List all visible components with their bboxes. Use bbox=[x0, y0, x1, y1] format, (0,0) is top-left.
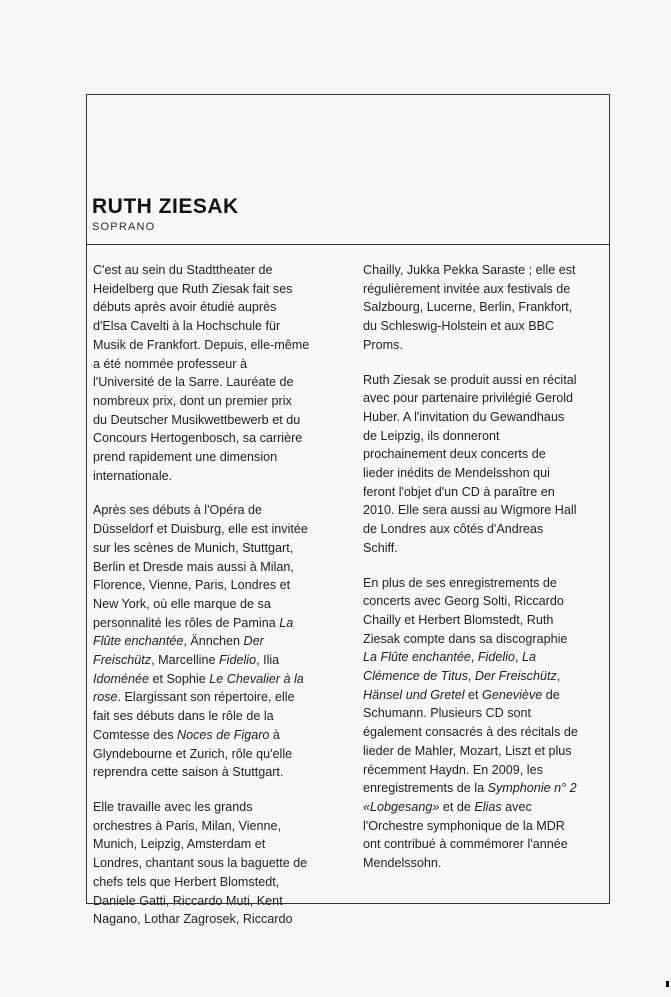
text-line bbox=[363, 686, 609, 705]
text-line bbox=[363, 817, 609, 836]
body-text: , bbox=[514, 650, 522, 665]
text-line bbox=[93, 854, 336, 873]
body-text: , bbox=[470, 650, 478, 665]
text-line bbox=[93, 520, 336, 539]
artist-name: RUTH ZIESAK bbox=[92, 195, 239, 218]
text-line bbox=[363, 835, 609, 854]
body-text: de bbox=[542, 687, 560, 702]
body-text: et Sophie bbox=[149, 671, 210, 686]
biography-paragraph bbox=[363, 574, 609, 873]
text-line bbox=[93, 745, 336, 764]
body-text: C'est au sein du Stadttheater de bbox=[93, 263, 273, 277]
text-line bbox=[93, 688, 336, 707]
biography-left-column bbox=[93, 261, 336, 945]
italic-title-text: Der Freischütz bbox=[474, 669, 557, 684]
text-line bbox=[93, 763, 336, 782]
text-line bbox=[363, 704, 609, 723]
body-text: l'Orchestre symphonique de la MDR bbox=[363, 818, 565, 833]
body-text: , bbox=[467, 669, 475, 684]
body-text: également consacrés à des récitals de bbox=[363, 725, 578, 740]
text-line bbox=[363, 261, 609, 280]
italic-title-text: Geneviève bbox=[482, 687, 543, 702]
body-text: Heidelberg que Ruth Ziesak fait ses bbox=[93, 281, 293, 296]
text-line bbox=[93, 392, 336, 411]
italic-title-text: Freischütz bbox=[93, 653, 152, 668]
text-line bbox=[363, 464, 609, 483]
text-line bbox=[363, 539, 609, 558]
text-line bbox=[93, 576, 336, 595]
italic-title-text: La Flûte enchantée bbox=[363, 650, 471, 665]
text-line bbox=[93, 632, 336, 651]
italic-title-text: Elias bbox=[474, 799, 502, 814]
body-text: avec bbox=[501, 799, 532, 814]
body-text: Ruth Ziesak se produit aussi en récital bbox=[363, 372, 577, 387]
biography-paragraph bbox=[363, 371, 609, 558]
body-text: à bbox=[269, 727, 280, 742]
body-text: concerts avec Georg Solti, Riccardo bbox=[363, 594, 564, 609]
text-line bbox=[363, 483, 609, 502]
page-edge-mark bbox=[666, 981, 669, 987]
body-text: orchestres à Paris, Milan, Vienne, bbox=[93, 818, 282, 833]
body-text: du Deutscher Musikwettbewerb et du bbox=[93, 412, 301, 427]
text-line bbox=[93, 501, 336, 520]
italic-title-text: Der bbox=[243, 634, 264, 649]
text-line bbox=[363, 854, 609, 873]
body-text: régulièrement invitée aux festivals de bbox=[363, 281, 571, 296]
body-text: nombreux prix, dont un premier prix bbox=[93, 393, 292, 408]
text-line bbox=[93, 355, 336, 374]
body-text: , Ilia bbox=[256, 653, 280, 668]
body-text: chefs tels que Herbert Blomstedt, bbox=[93, 874, 280, 889]
body-text: Nagano, Lothar Zagrosek, Riccardo bbox=[93, 912, 293, 927]
body-text: avec pour partenaire privilégié Gerold bbox=[363, 391, 574, 406]
italic-title-text: Flûte enchantée bbox=[93, 634, 184, 649]
text-line bbox=[363, 298, 609, 317]
text-line bbox=[93, 411, 336, 430]
text-line bbox=[363, 723, 609, 742]
text-line bbox=[93, 835, 336, 854]
text-line bbox=[93, 873, 336, 892]
body-text: 2010. Elle sera aussi au Wigmore Hall bbox=[363, 503, 577, 518]
body-text: lieder de Mahler, Mozart, Liszt et plus bbox=[363, 743, 572, 758]
body-text: Concours Hertogenbosch, sa carrière bbox=[93, 431, 303, 446]
text-line bbox=[93, 614, 336, 633]
text-line bbox=[93, 336, 336, 355]
text-line bbox=[363, 520, 609, 539]
text-line bbox=[363, 445, 609, 464]
body-text: Munich, Leipzig, Amsterdam et bbox=[93, 837, 266, 852]
text-line bbox=[93, 670, 336, 689]
text-line bbox=[93, 595, 336, 614]
text-line bbox=[363, 574, 609, 593]
body-text: ont contribué à commémorer l'année bbox=[363, 837, 568, 852]
body-text: , Ännchen bbox=[183, 634, 244, 649]
body-text: Berlin et Dresde mais aussi à Milan, bbox=[93, 559, 294, 574]
italic-title-text: «Lobgesang» bbox=[363, 799, 440, 814]
body-text: feront l'objet d'un CD à paraître en bbox=[363, 484, 555, 499]
text-line bbox=[93, 429, 336, 448]
body-text: En plus de ses enregistrements de bbox=[363, 575, 557, 590]
body-text: Huber. A l'invitation du Gewandhaus bbox=[363, 409, 565, 424]
text-line bbox=[93, 892, 336, 911]
body-text: enregistrements de la bbox=[363, 781, 488, 796]
text-line bbox=[363, 611, 609, 630]
text-line bbox=[93, 280, 336, 299]
text-line bbox=[93, 448, 336, 467]
body-text: et bbox=[464, 687, 483, 702]
body-text: Londres, chantant sous la baguette de bbox=[93, 856, 308, 871]
body-text: Florence, Vienne, Paris, Londres et bbox=[93, 578, 291, 593]
italic-title-text: Clémence de Titus bbox=[363, 669, 468, 684]
text-line bbox=[93, 910, 336, 929]
body-text: sur les scènes de Munich, Stuttgart, bbox=[93, 540, 294, 555]
text-line bbox=[363, 761, 609, 780]
body-text: Après ses débuts à l'Opéra de bbox=[93, 503, 263, 518]
body-text: Comtesse des bbox=[93, 727, 177, 742]
body-text: prochainement deux concerts de bbox=[363, 447, 546, 462]
body-text: , Marcelline bbox=[151, 653, 219, 668]
text-line bbox=[363, 742, 609, 761]
text-line bbox=[363, 798, 609, 817]
text-line bbox=[363, 280, 609, 299]
text-line bbox=[93, 726, 336, 745]
text-line bbox=[363, 501, 609, 520]
italic-title-text: Idoménée bbox=[93, 671, 150, 686]
text-line bbox=[363, 408, 609, 427]
body-text: et de bbox=[439, 799, 475, 814]
body-text: d'Elsa Cavelti à la Hochschule für bbox=[93, 319, 281, 334]
text-line bbox=[363, 317, 609, 336]
text-line bbox=[93, 298, 336, 317]
italic-title-text: La bbox=[279, 615, 294, 630]
text-line bbox=[93, 558, 336, 577]
body-text: Chailly, Jukka Pekka Saraste ; elle est bbox=[363, 263, 576, 277]
body-text: Ziesak compte dans sa discographie bbox=[363, 631, 568, 646]
artist-voice-type: SOPRANO bbox=[92, 221, 156, 233]
body-text: . Elargissant son répertoire, elle bbox=[117, 690, 295, 705]
body-text: Musik de Frankfort. Depuis, elle-même bbox=[93, 337, 310, 352]
italic-title-text: Hänsel und Gretel bbox=[363, 687, 465, 702]
body-text: a été nommée professeur à bbox=[93, 356, 248, 371]
text-line bbox=[363, 427, 609, 446]
body-text: internationale. bbox=[93, 468, 173, 483]
body-text: Proms. bbox=[363, 337, 403, 352]
body-text: Elle travaille avec les grands bbox=[93, 799, 253, 814]
body-text: , bbox=[556, 669, 561, 684]
body-text: Schumann. Plusieurs CD sont bbox=[363, 706, 531, 721]
text-line bbox=[93, 798, 336, 817]
body-text: débuts après avoir étudié auprès bbox=[93, 300, 277, 315]
italic-title-text: La bbox=[521, 650, 536, 665]
biography-paragraph bbox=[363, 261, 609, 355]
text-line bbox=[93, 261, 336, 280]
text-line bbox=[363, 779, 609, 798]
body-text: récemment Haydn. En 2009, les bbox=[363, 762, 543, 777]
body-text: Glyndebourne et Zurich, rôle qu'elle bbox=[93, 746, 293, 761]
italic-title-text: Symphonie n° 2 bbox=[487, 781, 577, 796]
biography-paragraph bbox=[93, 501, 336, 782]
text-line bbox=[93, 817, 336, 836]
text-line bbox=[93, 707, 336, 726]
body-text: prend rapidement une dimension bbox=[93, 450, 278, 465]
text-line bbox=[93, 373, 336, 392]
body-text: Düsseldorf et Duisburg, elle est invitée bbox=[93, 522, 308, 537]
text-line bbox=[93, 467, 336, 486]
body-text: l'Université de la Sarre. Lauréate de bbox=[93, 375, 294, 390]
biography-paragraph bbox=[93, 261, 336, 485]
body-text: Salzbourg, Lucerne, Berlin, Frankfort, bbox=[363, 300, 573, 315]
body-text: du Schleswig-Holstein et aux BBC bbox=[363, 319, 555, 334]
biography-right-column bbox=[363, 261, 609, 889]
body-text: lieder inédits de Mendelsshon qui bbox=[363, 466, 550, 481]
body-text: de Londres aux côtés d'Andreas bbox=[363, 522, 544, 537]
text-line bbox=[363, 630, 609, 649]
italic-title-text: Le Chevalier à la bbox=[209, 671, 304, 686]
text-line bbox=[363, 336, 609, 355]
italic-title-text: Fidelio bbox=[218, 653, 257, 668]
biography-panel bbox=[86, 94, 610, 927]
body-text: Chailly et Herbert Blomstedt, Ruth bbox=[363, 612, 554, 627]
body-text: fait ses débuts dans le rôle de la bbox=[93, 709, 274, 724]
text-line bbox=[363, 371, 609, 390]
body-text: Mendelssohn. bbox=[363, 856, 442, 871]
text-line bbox=[93, 651, 336, 670]
italic-title-text: rose bbox=[93, 690, 118, 705]
text-line bbox=[363, 389, 609, 408]
italic-title-text: Fidelio bbox=[477, 650, 515, 665]
biography-paragraph bbox=[93, 798, 336, 929]
body-text: de Leipzig, ils donneront bbox=[363, 428, 500, 443]
body-text: Daniele Gatti, Riccardo Muti, Kent bbox=[93, 893, 283, 908]
body-text: personnalité les rôles de Pamina bbox=[93, 615, 280, 630]
text-line bbox=[363, 592, 609, 611]
body-text: New York, où elle marque de sa bbox=[93, 596, 271, 611]
text-line bbox=[363, 667, 609, 686]
text-line bbox=[93, 317, 336, 336]
biography-header bbox=[87, 95, 609, 245]
body-text: reprendra cette saison à Stuttgart. bbox=[93, 765, 284, 780]
italic-title-text: Noces de Figaro bbox=[177, 727, 270, 742]
text-line bbox=[93, 539, 336, 558]
body-text: Schiff. bbox=[363, 540, 398, 555]
text-line bbox=[363, 648, 609, 667]
